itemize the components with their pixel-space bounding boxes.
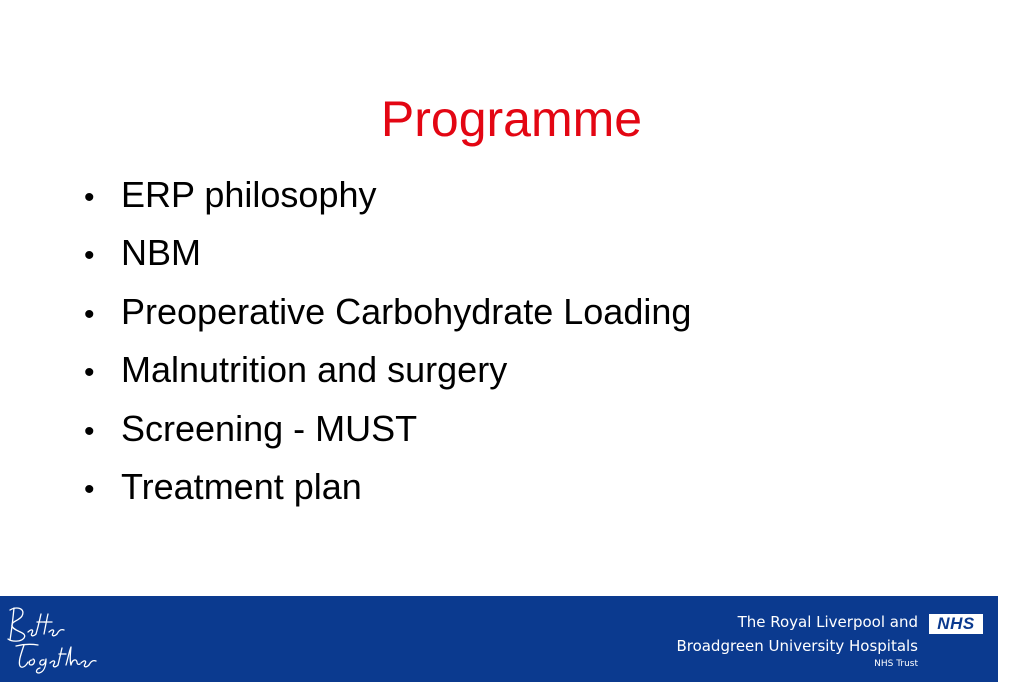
bullet-item xyxy=(84,283,691,341)
bullet-text: Treatment plan xyxy=(121,465,362,507)
bullet-icon: • xyxy=(84,356,95,390)
nhs-logo xyxy=(929,614,983,634)
bullet-icon: • xyxy=(84,472,95,506)
bullet-text: Preoperative Carbohydrate Loading xyxy=(121,290,692,332)
bullet-icon: • xyxy=(84,181,95,214)
bullet-icon: • xyxy=(84,239,95,273)
trust-name-line1: The Royal Liverpool and xyxy=(737,613,918,631)
nhs-logo-text: NHS xyxy=(937,614,975,633)
better-together-logo xyxy=(4,602,124,674)
trust-name-line3: NHS Trust xyxy=(874,659,918,669)
bullet-item xyxy=(84,400,691,458)
footer-edge xyxy=(998,596,1023,682)
bullet-icon: • xyxy=(84,414,95,448)
slide-title: Programme xyxy=(380,91,643,147)
bullet-list xyxy=(84,166,691,516)
bullet-text: Screening - MUST xyxy=(121,407,418,449)
bullet-item xyxy=(84,166,691,224)
footer-banner xyxy=(0,596,998,682)
bullet-item xyxy=(84,224,691,282)
bullet-text: NBM xyxy=(121,232,201,274)
bullet-item xyxy=(84,341,691,399)
bullet-text: Malnutrition and surgery xyxy=(121,349,508,391)
trust-name-line2: Broadgreen University Hospitals xyxy=(676,637,918,655)
bullet-text: ERP philosophy xyxy=(121,174,377,215)
bullet-icon: • xyxy=(84,297,95,331)
bullet-item xyxy=(84,458,691,516)
